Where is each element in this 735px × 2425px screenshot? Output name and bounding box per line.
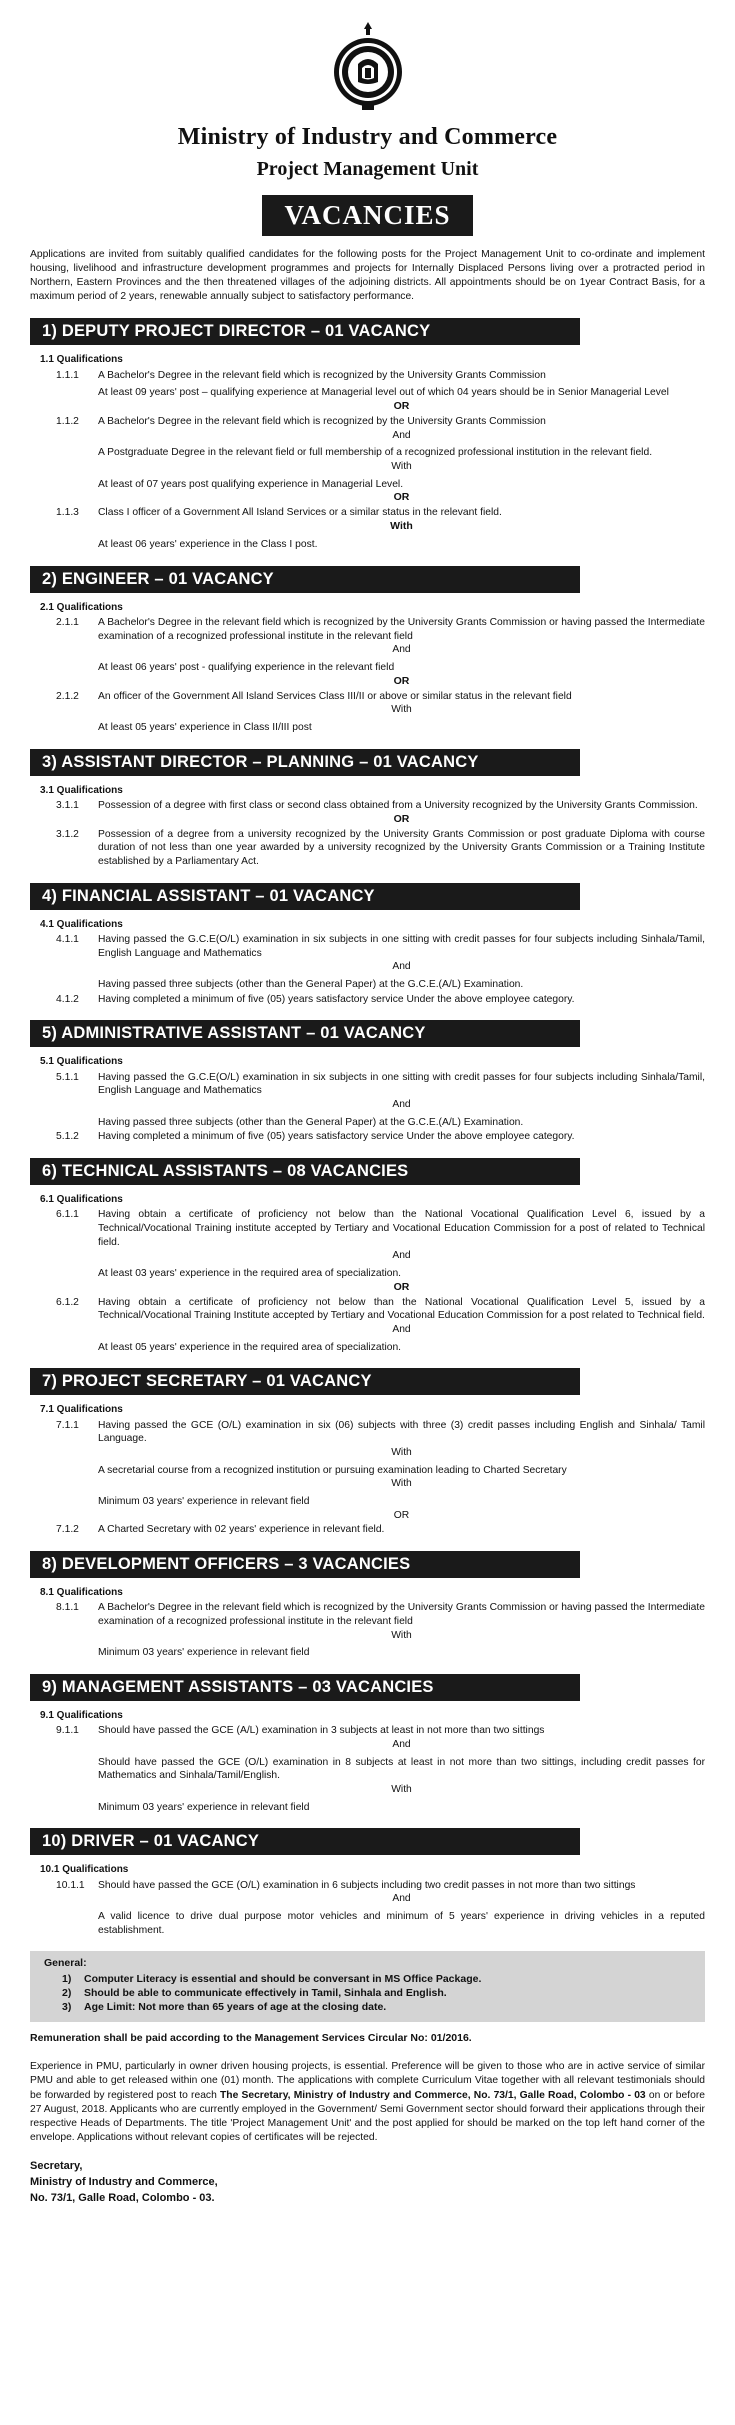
item-text: Having passed the G.C.E(O/L) examination in six subjects in one sitting with credit passes for four subjects including Sinhala/Tamil, English Language and Mathematics <box>98 933 705 959</box>
item-continuation: A valid licence to drive dual purpose motor vehicles and minimum of 5 years' experience in driving vehicles in a reputed establishment. <box>98 1911 705 1936</box>
qualifications-label: 2.1 Qualifications <box>40 601 123 613</box>
list-item <box>56 369 705 383</box>
item-text: A Bachelor's Degree in the relevant field which is recognized by the University Grants Commission or having passed the Intermediate examination of a recognized professional institute in the relevant field <box>98 616 705 642</box>
list-item <box>56 1208 705 1249</box>
item-continuation: A secretarial course from a recognized institution or pursuing examination leading to Charted Secretary <box>98 1464 567 1476</box>
qualifications-label: 10.1 Qualifications <box>40 1864 129 1876</box>
item-continuation: A Postgraduate Degree in the relevant field or full membership of a recognized professional institution in the relevant field. <box>98 447 653 459</box>
general-item-number: 3) <box>62 2001 72 2014</box>
item-text: Having obtain a certificate of proficiency not below than the National Vocational Qualification Level 5, issued by a Technical/Vocational Training Institute accepted by Tertiary and Vocational Education Commission for a post related to Technical field. <box>98 1296 705 1322</box>
list-item <box>56 690 705 704</box>
item-text: Having passed the GCE (O/L) examination in six (06) subjects with three (3) credit passes including English and Sinhala/ Tamil Language. <box>98 1419 705 1445</box>
list-item <box>56 1879 705 1893</box>
and-separator: And <box>392 429 411 441</box>
general-item <box>62 1973 691 1987</box>
list-item <box>56 1071 705 1098</box>
closing-address: The Secretary, Ministry of Industry and Commerce, No. 73/1, Galle Road, Colombo - 03 <box>219 2089 646 2101</box>
and-separator: And <box>392 1098 411 1110</box>
or-separator: OR <box>393 1509 410 1521</box>
section-heading-8: 8) DEVELOPMENT OFFICERS – 3 VACANCIES <box>30 1551 580 1578</box>
with-separator: With <box>391 704 412 716</box>
item-number: 1.1.3 <box>56 507 79 519</box>
or-separator: OR <box>393 674 410 687</box>
item-number: 2.1.1 <box>56 616 79 628</box>
item-continuation: At least 06 years' post - qualifying experience in the relevant field <box>98 661 395 673</box>
signature-title: Secretary, <box>30 2160 83 2173</box>
with-separator: With <box>391 1784 412 1796</box>
item-continuation: Minimum 03 years' experience in relevant field <box>98 1496 310 1508</box>
list-item <box>56 506 705 520</box>
list-item <box>56 1601 705 1628</box>
qualifications-label: 1.1 Qualifications <box>40 354 123 366</box>
item-text: Having passed the G.C.E(O/L) examination in six subjects in one sitting with credit passes for four subjects including Sinhala/Tamil, English Language and Mathematics <box>98 1071 705 1097</box>
section-heading-7: 7) PROJECT SECRETARY – 01 VACANCY <box>30 1368 580 1395</box>
item-continuation: Having passed three subjects (other than the General Paper) at the G.C.E.(A/L) Examination. <box>98 1116 524 1128</box>
item-number: 5.1.1 <box>56 1071 79 1083</box>
list-item <box>56 415 705 429</box>
list-item <box>56 933 705 960</box>
qualifications-label: 4.1 Qualifications <box>40 918 123 930</box>
item-continuation: At least 03 years' experience in the required area of specialization. <box>98 1267 402 1279</box>
item-continuation: Minimum 03 years' experience in relevant field <box>98 1801 310 1813</box>
item-continuation: At least of 07 years post qualifying experience in Managerial Level. <box>98 478 404 490</box>
closing-text-1: Experience in PMU, particularly in owner driven housing projects, is essential. Preference will be given to those who are in active service of similar PMU and able to get released within one (01) month. The applications with complete Curriculum Vitae together with all relevant testimonials should be forwarded by registered post to reach <box>30 2061 705 2101</box>
qualifications-label: 9.1 Qualifications <box>40 1710 123 1721</box>
section-heading-6: 6) TECHNICAL ASSISTANTS – 08 VACANCIES <box>30 1158 580 1185</box>
general-item-number: 2) <box>62 1987 72 2000</box>
item-continuation: Minimum 03 years' experience in relevant field <box>98 1647 310 1659</box>
item-continuation: At least 09 years' post – qualifying experience at Managerial level out of which 04 years should be in Senior Managerial Level <box>98 387 669 399</box>
general-item-text: Should be able to communicate effectively in Tamil, Sinhala and English. <box>84 1987 447 2000</box>
item-number: 5.1.2 <box>56 1131 79 1143</box>
list-item <box>56 1296 705 1323</box>
item-text: Possession of a degree from a university recognized by the University Grants Commission or post graduate Diploma with course duration of not less than one year awarded by a university recognized by the University Grants Commission or a Training Institute established by a Parliamentary Act. <box>98 828 705 867</box>
item-number: 6.1.2 <box>56 1296 79 1308</box>
item-number: 4.1.1 <box>56 933 79 945</box>
qualifications-label: 8.1 Qualifications <box>40 1587 123 1599</box>
org-name: Ministry of Industry and Commerce <box>177 124 558 150</box>
item-text: A Charted Secretary with 02 years' experience in relevant field. <box>98 1524 385 1536</box>
item-number: 4.1.2 <box>56 993 79 1005</box>
or-separator: OR <box>393 1280 410 1293</box>
section-heading-9: 9) MANAGEMENT ASSISTANTS – 03 VACANCIES <box>30 1674 580 1701</box>
qualifications-label: 5.1 Qualifications <box>40 1056 123 1068</box>
section-heading-1: 1) DEPUTY PROJECT DIRECTOR – 01 VACANCY <box>30 318 580 345</box>
or-separator: OR <box>393 812 410 825</box>
general-item-text: Age Limit: Not more than 65 years of age at the closing date. <box>84 2001 387 2014</box>
general-item <box>62 2001 691 2015</box>
item-continuation: Having passed three subjects (other than the General Paper) at the G.C.E.(A/L) Examination. <box>98 978 524 990</box>
item-number: 1.1.2 <box>56 415 79 427</box>
or-separator: OR <box>393 491 410 504</box>
item-number: 10.1.1 <box>56 1879 85 1891</box>
item-continuation: At least 06 years' experience in the Class I post. <box>98 539 318 550</box>
item-number: 2.1.2 <box>56 690 79 702</box>
item-number: 3.1.1 <box>56 799 79 811</box>
item-number: 8.1.1 <box>56 1602 79 1614</box>
or-separator: OR <box>393 400 410 413</box>
item-text: Should have passed the GCE (O/L) examination in 6 subjects including two credit passes in not more than two sittings <box>98 1879 636 1891</box>
and-separator: And <box>392 1738 411 1750</box>
item-text: A Bachelor's Degree in the relevant field which is recognized by the University Grants Commission <box>98 415 546 427</box>
signature-address: No. 73/1, Galle Road, Colombo - 03. <box>30 2192 215 2205</box>
section-heading-2: 2) ENGINEER – 01 VACANCY <box>30 566 580 593</box>
with-separator: With <box>391 1478 412 1490</box>
qualifications-label: 7.1 Qualifications <box>40 1404 123 1416</box>
intro-paragraph: Applications are invited from suitably qualified candidates for the following posts for the Project Management Unit to co-ordinate and implement housing, livelihood and infrastructure development programmes and projects for Internally Displaced Persons living over a protracted period in Northern, Eastern Provinces and the then threatened villages of the adjoining districts. All appointments should be on 1year Contract Basis, for a maximum period of 2 years, renewable annually subject to satisfactory performance. <box>30 249 705 303</box>
item-text: Should have passed the GCE (A/L) examination in 3 subjects at least in not more than two sittings <box>98 1725 545 1737</box>
and-separator: And <box>392 644 411 656</box>
general-item-text: Computer Literacy is essential and should be conversant in MS Office Package. <box>84 1973 482 1986</box>
list-item <box>56 616 705 643</box>
with-separator: With <box>391 1446 412 1458</box>
item-text: Possession of a degree with first class or second class obtained from a University recognized by the University Grants Commission. <box>98 799 698 811</box>
section-heading-3: 3) ASSISTANT DIRECTOR – PLANNING – 01 VACANCY <box>30 749 580 776</box>
closing-paragraph <box>30 2060 705 2145</box>
vacancies-banner: VACANCIES <box>262 195 472 237</box>
qualifications-label: 3.1 Qualifications <box>40 784 123 796</box>
remuneration-note: Remuneration shall be paid according to the Management Services Circular No: 01/2016. <box>30 2032 472 2045</box>
general-box <box>30 1951 705 2022</box>
vacancies-banner-wrap <box>30 195 705 237</box>
and-separator: And <box>392 1893 411 1905</box>
section-heading-4: 4) FINANCIAL ASSISTANT – 01 VACANCY <box>30 883 580 910</box>
unit-name: Project Management Unit <box>256 157 479 180</box>
item-continuation: At least 05 years' experience in Class II/III post <box>98 722 312 733</box>
item-number: 1.1.1 <box>56 369 79 381</box>
with-separator: With <box>391 461 412 473</box>
item-number: 3.1.2 <box>56 828 79 840</box>
item-text: Having obtain a certificate of proficiency not below than the National Vocational Qualification Level 6, issued by a Technical/Vocational Training institute accepted by Tertiary and Vocational Education Commission for a post of related to Technical field. <box>98 1209 705 1248</box>
item-text: A Bachelor's Degree in the relevant field which is recognized by the University Grants Commission or having passed the Intermediate examination of a recognized professional institute in the relevant field <box>98 1602 705 1627</box>
item-number: 7.1.2 <box>56 1524 79 1536</box>
item-number: 9.1.1 <box>56 1725 79 1737</box>
item-number: 7.1.1 <box>56 1419 79 1431</box>
signature-ministry: Ministry of Industry and Commerce, <box>30 2176 218 2189</box>
with-separator: With <box>391 1629 412 1641</box>
item-text: An officer of the Government All Island Services Class III/II or above or similar status in the relevant field <box>98 690 572 702</box>
list-item <box>56 1724 705 1738</box>
item-text: Having completed a minimum of five (05) years satisfactory service Under the above employee category. <box>98 1131 575 1143</box>
list-item <box>56 828 705 869</box>
item-text: A Bachelor's Degree in the relevant field which is recognized by the University Grants Commission <box>98 369 546 381</box>
item-text: Having completed a minimum of five (05) years satisfactory service Under the above employee category. <box>98 993 575 1005</box>
item-continuation: At least 05 years' experience in the required area of specialization. <box>98 1341 402 1353</box>
with-separator: With <box>390 520 413 533</box>
list-item <box>56 1419 705 1446</box>
and-separator: And <box>392 1250 411 1262</box>
closing-text-2: on or before 27 August, 2018. Applicants who are currently employed in the Government/ Semi Government sector should forward their applications through their respective Heads of Departments. The title 'Project Management Unit' and the post applied for should be marked on the top left hand corner of the envelope. Applications without relevant copies of certificates will be rejected. <box>30 2089 706 2144</box>
signature-block <box>30 2159 705 2207</box>
general-item-number: 1) <box>62 1973 72 1986</box>
qualifications-label: 6.1 Qualifications <box>40 1193 123 1205</box>
and-separator: And <box>392 961 411 973</box>
list-item <box>56 993 705 1007</box>
list-item <box>56 799 705 813</box>
item-number: 6.1.1 <box>56 1209 79 1221</box>
and-separator: And <box>392 1323 411 1335</box>
section-heading-10: 10) DRIVER – 01 VACANCY <box>30 1828 580 1855</box>
general-item <box>62 1987 691 2001</box>
item-continuation: Should have passed the GCE (O/L) examination in 8 subjects at least in not more than two sittings, including credit passes for Mathematics and Sinhala/Tamil/English. <box>98 1756 705 1782</box>
item-text: Class I officer of a Government All Island Services or a similar status in the relevant field. <box>98 507 502 519</box>
sri-lanka-emblem-icon <box>332 20 404 112</box>
section-heading-5: 5) ADMINISTRATIVE ASSISTANT – 01 VACANCY <box>30 1020 580 1047</box>
general-label: General: <box>44 1957 87 1970</box>
list-item <box>56 1523 705 1537</box>
emblem-container <box>30 20 705 112</box>
list-item <box>56 1130 705 1144</box>
